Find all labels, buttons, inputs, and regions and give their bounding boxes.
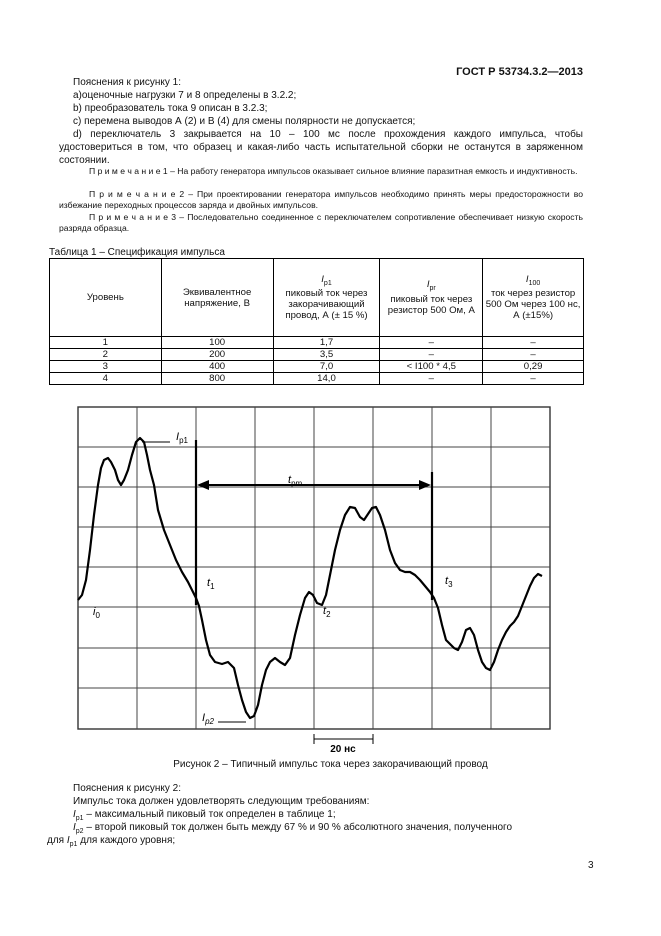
tpm-arrow-right xyxy=(419,480,431,490)
ip2-requirement: $I_{p2}$ – второй пиковый ток должен быть между 67 % и 90 % абсолютного значения, полученного xyxy=(73,822,513,835)
cell-level: 3 xyxy=(50,361,162,373)
explanations1-title: Пояснения к рисунку 1: xyxy=(73,77,181,88)
header-voltage: Эквивалентное напряжение, В xyxy=(161,259,273,337)
table-row xyxy=(50,361,584,373)
pulse-spec-table xyxy=(49,258,584,385)
cell-i100: – xyxy=(483,349,584,361)
table-row xyxy=(50,337,584,349)
t0-label: $i_0$ xyxy=(93,606,100,620)
scale-label: 20 нс xyxy=(330,744,356,755)
page-number: 3 xyxy=(588,860,594,871)
explanations2-line1: Импульс тока должен удовлетворять следующим требованиям: xyxy=(73,796,370,807)
pulse-oscillogram xyxy=(60,400,570,756)
t1-label: $t_1$ xyxy=(207,577,215,591)
standard-number: ГОСТ Р 53734.3.2—2013 xyxy=(456,66,583,78)
ip1-requirement: $I_{p1}$ – максимальный пиковый ток определен в таблице 1; xyxy=(73,809,336,822)
cell-ip1: 3,5 xyxy=(273,349,380,361)
t2-label: $t_2$ xyxy=(323,605,331,619)
header-ipr: $I_{pr}$ пиковый ток через резистор 500 Ом, А xyxy=(380,259,483,337)
note-1: П р и м е ч а н и е 1 – На работу генератора импульсов оказывает сильное влияние паразитная емкость и индуктивность. xyxy=(89,166,578,176)
cell-ipr: – xyxy=(380,349,483,361)
header-ip1: $I_{p1}$ пиковый ток через закорачивающий провод, А (± 15 %) xyxy=(273,259,380,337)
explanation-b: b) преобразователь тока 9 описан в 3.2.3; xyxy=(73,103,268,114)
cell-ip1: 1,7 xyxy=(273,337,380,349)
explanation-d: d) переключатель 3 закрывается на 10 – 100 мс после прохождения каждого импульса, чтобы удостовериться в том, что образец и какая-либо часть испытательной сборки не останутся в заряженном состоянии. xyxy=(59,129,583,166)
table-row xyxy=(50,349,584,361)
current-pulse-curve xyxy=(78,438,542,718)
cell-voltage: 400 xyxy=(161,361,273,373)
cell-level: 1 xyxy=(50,337,162,349)
grid-lines xyxy=(78,407,550,729)
cell-ipr: < I100 * 4,5 xyxy=(380,361,483,373)
explanation-c: с) перемена выводов А (2) и В (4) для смены полярности не допускается; xyxy=(73,116,416,127)
cell-ipr: – xyxy=(380,373,483,385)
cell-ip1: 7,0 xyxy=(273,361,380,373)
cell-i100: – xyxy=(483,337,584,349)
t3-label: $t_3$ xyxy=(445,575,453,589)
tpm-arrow-left xyxy=(197,480,209,490)
cell-i100: – xyxy=(483,373,584,385)
tpm-label: $t_{pm}$ xyxy=(288,474,303,488)
header-level: Уровень xyxy=(50,259,162,337)
ip1-label: $I_{p1}$ xyxy=(176,431,188,445)
explanations2-title: Пояснения к рисунку 2: xyxy=(73,783,181,794)
cell-ip1: 14,0 xyxy=(273,373,380,385)
cell-voltage: 800 xyxy=(161,373,273,385)
cell-ipr: – xyxy=(380,337,483,349)
table-row xyxy=(50,373,584,385)
table-caption: Таблица 1 – Спецификация импульса xyxy=(49,247,225,258)
note-2: П р и м е ч а н и е 2 – При проектировании генератора импульсов необходимо принять меры предосторожности во избежание переходных процессов заряда и двойных импульсов. xyxy=(59,189,583,210)
explanation-a: а)оценочные нагрузки 7 и 8 определены в 3.2.2; xyxy=(73,90,297,101)
figure-caption: Рисунок 2 – Типичный импульс тока через закорачивающий провод xyxy=(173,759,488,770)
cell-i100: 0,29 xyxy=(483,361,584,373)
cell-level: 4 xyxy=(50,373,162,385)
cell-level: 2 xyxy=(50,349,162,361)
header-i100: $I_{100}$ ток через резистор 500 Ом через 100 нс, А (±15%) xyxy=(483,259,584,337)
cell-voltage: 100 xyxy=(161,337,273,349)
ip2-requirement-cont: для $I_{p1}$ для каждого уровня; xyxy=(47,835,176,848)
ip2-label: $I_{p2}$ xyxy=(202,712,214,726)
note-3: П р и м е ч а н и е 3 – Последовательно соединенное с переключателем сопротивление обеспечивает низкую скорость разряда образца. xyxy=(59,212,583,233)
table-header-row xyxy=(50,259,584,337)
cell-voltage: 200 xyxy=(161,349,273,361)
